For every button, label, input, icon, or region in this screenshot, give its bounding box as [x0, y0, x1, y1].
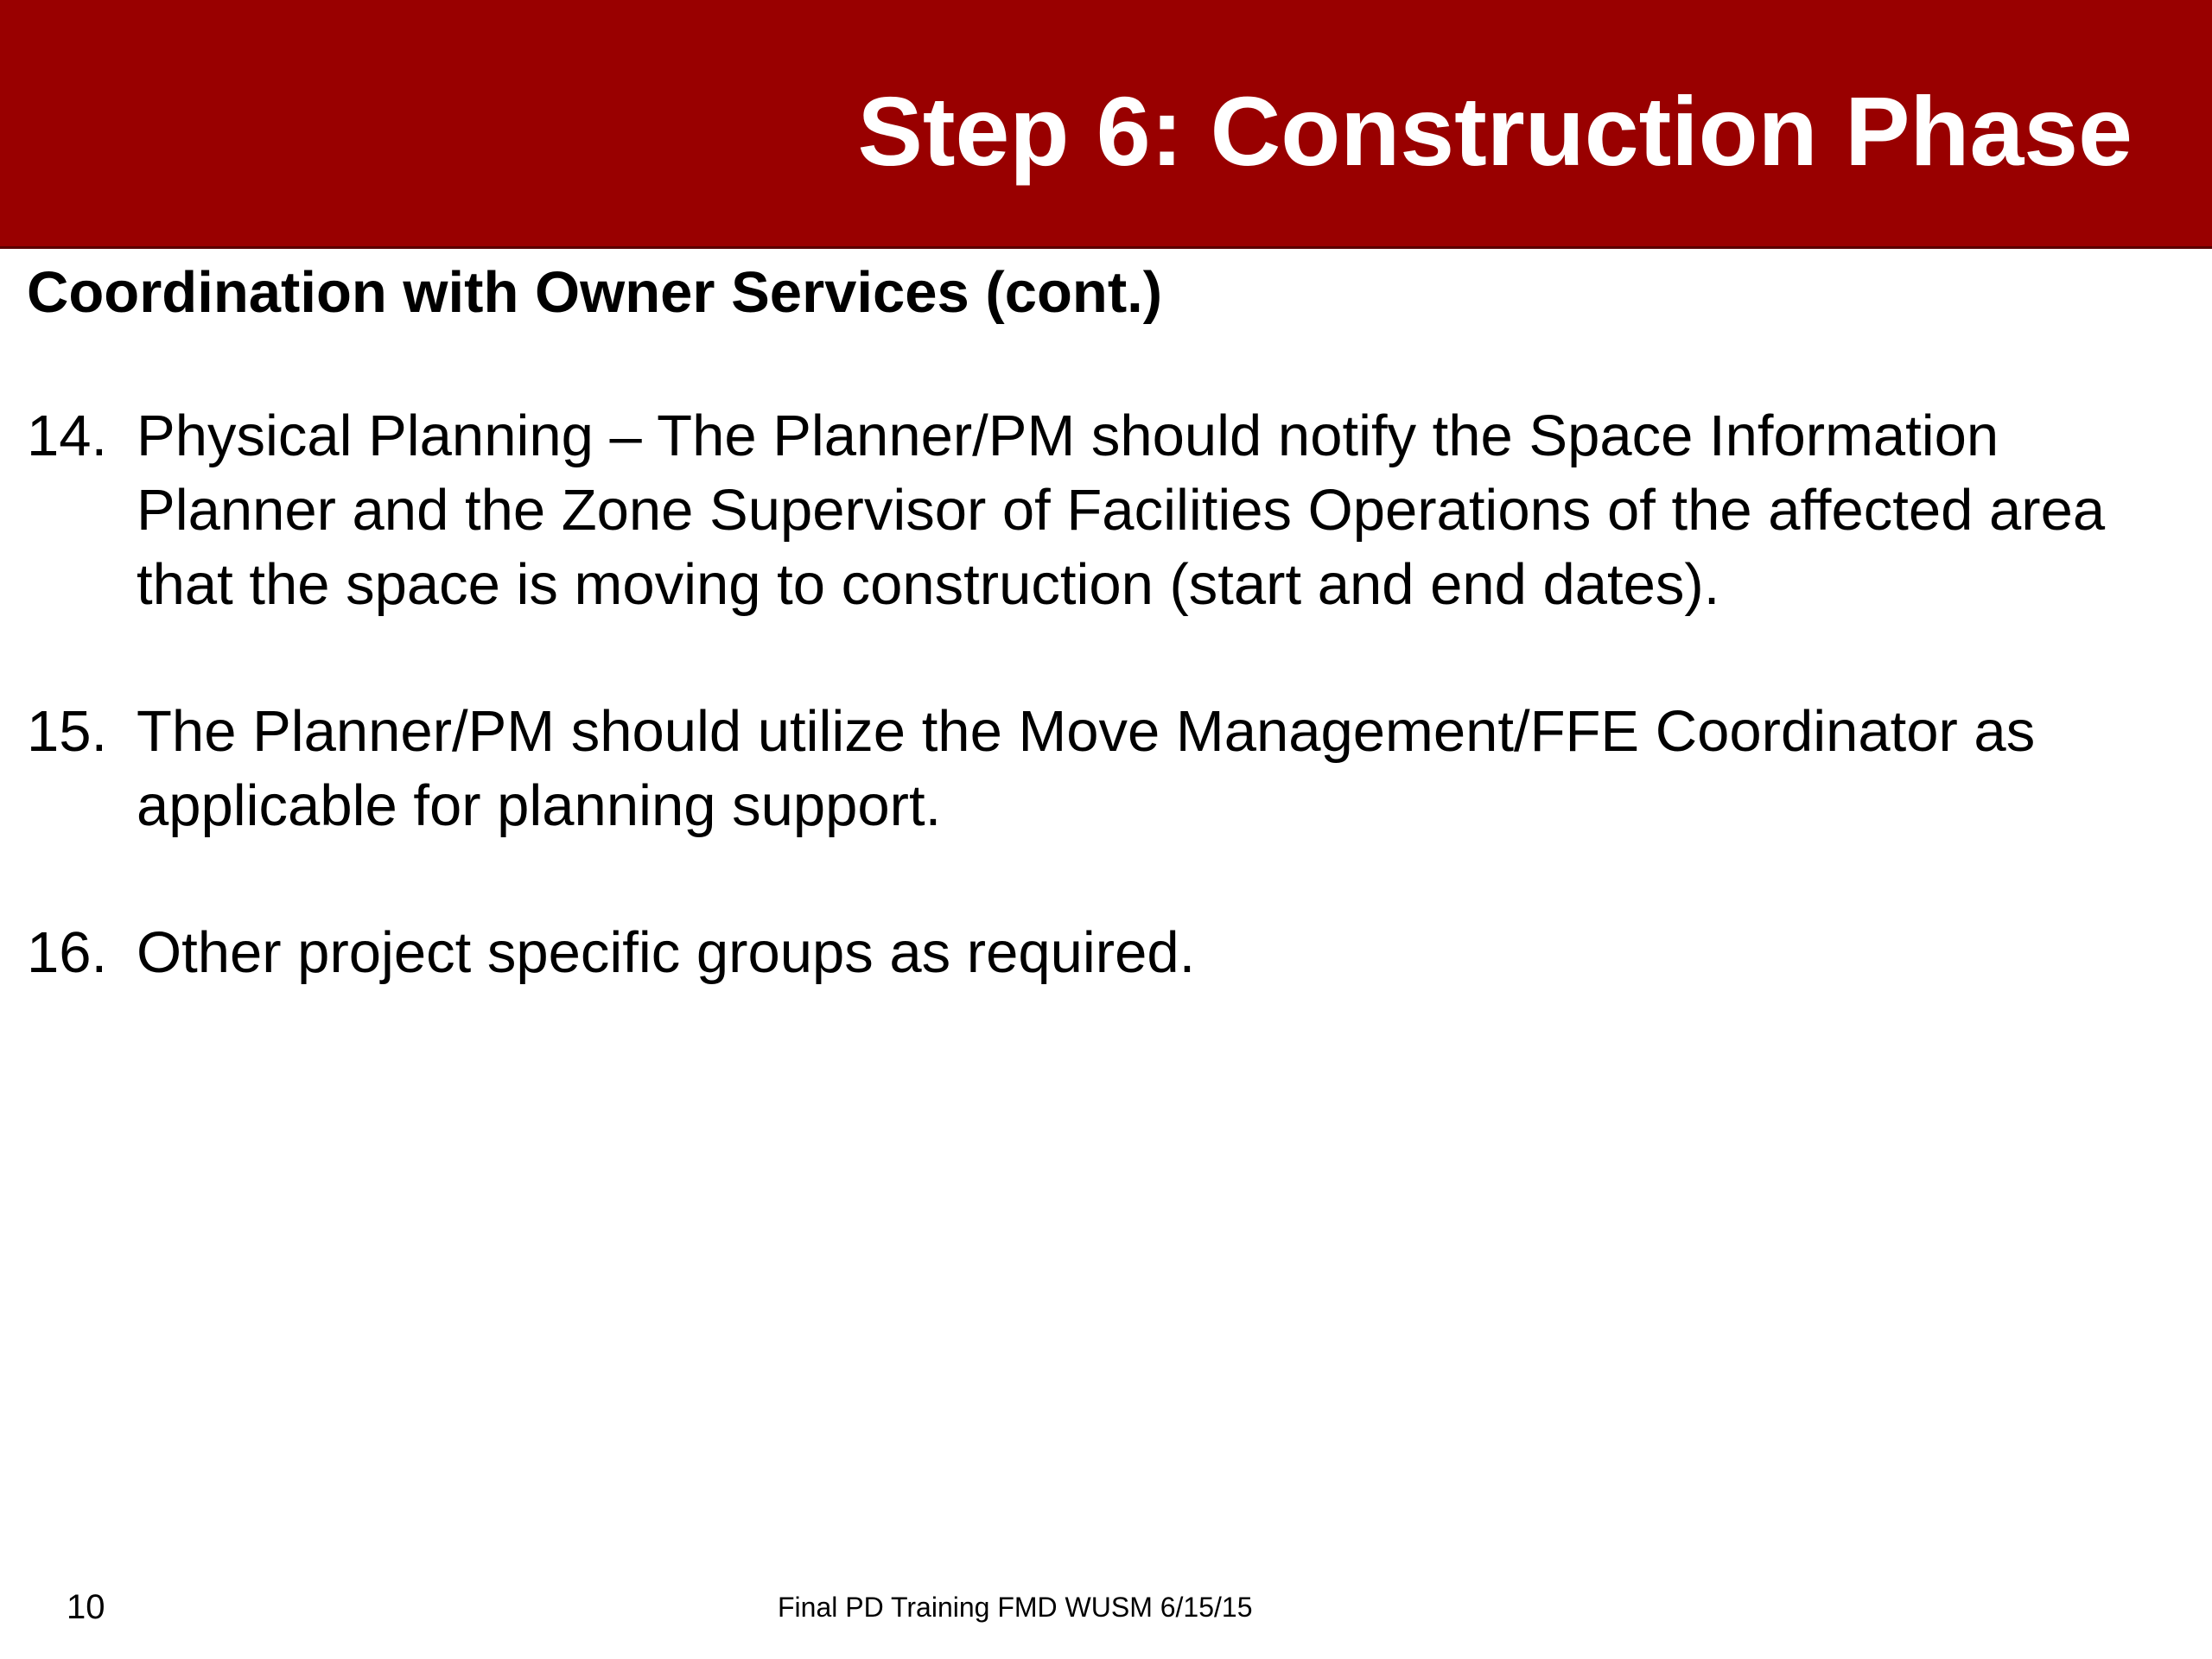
section-subtitle: Coordination with Owner Services (cont.) — [27, 260, 1163, 325]
list-item-number: 14. — [27, 404, 108, 468]
list-item — [27, 695, 2170, 843]
list-item-text: Physical Planning – The Planner/PM should notify the Space Information Planner and the Zone Supervisor of Facilities Operations of the affected area that the space is moving to construction (start and end dates). — [137, 404, 2106, 617]
title-bar — [0, 0, 2212, 249]
slide-title: Step 6: Construction Phase — [857, 77, 2133, 186]
list-item — [27, 916, 2170, 990]
list-item-number: 16. — [27, 920, 108, 985]
list-item — [27, 399, 2170, 622]
footer-text: Final PD Training FMD WUSM 6/15/15 — [778, 1592, 1253, 1623]
list-item-number: 15. — [27, 699, 108, 764]
slide-page-number: 10 — [67, 1588, 105, 1626]
list-item-text: The Planner/PM should utilize the Move Management/FFE Coordinator as applicable for planning support. — [137, 699, 2036, 838]
list-item-text: Other project specific groups as required. — [137, 920, 1196, 985]
